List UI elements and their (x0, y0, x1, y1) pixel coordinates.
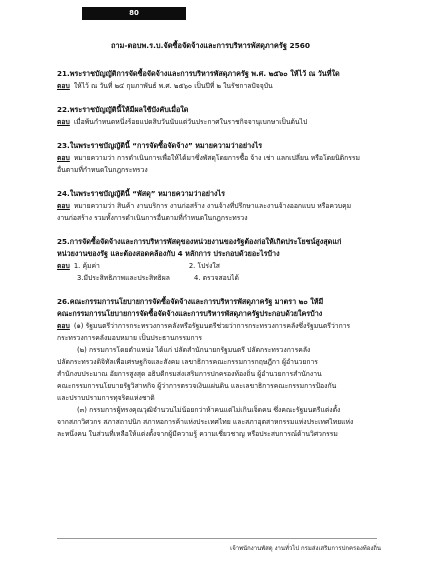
answer-26-line-2: กระทรวงการคลังมอบหมาย เป็นประธานกรรมการ (57, 334, 203, 342)
answer-21-text: ให้ไว้ ณ วันที่ ๒๔ กุมภาพันธ์ พ.ศ. ๒๕๖๐ เป็นปีที่ ๒ ในรัชกาลปัจจุบัน (73, 82, 273, 90)
footer-divider (57, 538, 377, 539)
answer-25-option-3: 3.มีประสิทธิภาพและประสิทธิผล (77, 274, 170, 282)
answer-25-row-2 (57, 272, 377, 284)
question-23-text: 23.ในพระราชบัญญัตินี้ “การจัดซื้อจัดจ้าง” หมายความว่าอย่างไร (57, 141, 263, 150)
answer-label: ตอบ (57, 154, 70, 162)
answer-26-p2-line-1: (๒) กรรมการโดยตำแหน่ง ได้แก่ ปลัดสำนักนายกรัฐมนตรี ปลัดกระทรวงการคลัง (77, 346, 311, 354)
answer-label: ตอบ (57, 118, 70, 126)
answer-26-p2-line-2: ปลัดกระทรวงดิจิทัลเพื่อเศรษฐกิจและสังคม เลขาธิการคณะกรรมการกฤษฎีกา ผู้อำนวยการ (57, 358, 318, 366)
answer-23 (57, 152, 377, 164)
question-21 (57, 68, 377, 92)
answer-23-line-2: อื่นตามที่กำหนดในกฎกระทรวง (57, 166, 148, 174)
answer-22-text: เมื่อพ้นกำหนดหนึ่งร้อยแปดสิบวันนับแต่วันประกาศในราชกิจจานุเบกษาเป็นต้นไป (73, 118, 308, 126)
answer-26-p2-line-5: และปราบปรามการทุจริตแห่งชาติ (57, 394, 155, 402)
answer-24-line-2: งานก่อสร้าง รวมทั้งการดำเนินการอื่นตามที่กำหนดในกฎกระทรวง (57, 214, 248, 222)
question-22 (57, 104, 377, 128)
answer-26-text-1: (๑) รัฐมนตรีว่าการกระทรวงการคลังหรือรัฐมนตรีช่วยว่าการกระทรวงการคลังซึ่งรัฐมนตรีว่าการ (73, 322, 351, 330)
answer-26-p2-line-4: คณะกรรมการนโยบายรัฐวิสาหกิจ ผู้ว่าการตรวจเงินแผ่นดิน และเลขาธิการคณะกรรมการป้องกัน (57, 382, 337, 390)
document-body (57, 68, 377, 440)
answer-25-row-1 (57, 260, 377, 272)
question-22-text: 22.พระราชบัญญัตินี้ให้มีผลใช้บังคับเมื่อใด (57, 105, 189, 114)
answer-26-p3-line-2: จากสภาวิศวกร สภาสถาปนิก สภาหอการค้าแห่งประเทศไทย และสภาอุตสาหกรรมแห่งประเทศไทยแห่ง (57, 418, 354, 426)
answer-25-option-1: 1. คุ้มค่า (73, 262, 100, 270)
question-26 (57, 296, 377, 440)
answer-25-option-2: 2. โปร่งใส (188, 262, 220, 270)
answer-label: ตอบ (57, 322, 70, 330)
page-footer: เจ้าพนักงานพัสดุ งานทั่วไป กรมส่งเสริมการปกครองท้องถิ่น (230, 545, 381, 552)
question-25-line-1: 25.การจัดซื้อจัดจ้างและการบริหารพัสดุของหน่วยงานของรัฐต้องก่อให้เกิดประโยชน์สูงสุดแก่ (57, 237, 342, 246)
answer-label: ตอบ (57, 82, 70, 90)
answer-label: ตอบ (57, 202, 70, 210)
answer-25-option-4: 4. ตรวจสอบได้ (194, 274, 239, 282)
answer-24-line-1: หมายความว่า สินค้า งานบริการ งานก่อสร้าง งานจ้างที่ปรึกษาและงานจ้างออกแบบ หรือควบคุม (73, 202, 352, 210)
question-21-text: 21.พระราชบัญญัติการจัดซื้อจัดจ้างและการบริหารพัสดุภาครัฐ พ.ศ. ๒๕๖๐ ให้ไว้ ณ วันที่ใด (57, 69, 340, 78)
question-24 (57, 188, 377, 224)
answer-26-line-1 (57, 320, 377, 332)
document-title: ถาม-ตอบพ.ร.บ.จัดซื้อจัดจ้างและการบริหารพัสดุภาครัฐ 2560 (110, 41, 311, 50)
answer-21 (57, 80, 377, 92)
answer-23-line-1: หมายความว่า การดำเนินการเพื่อให้ได้มาซึ่งพัสดุโดยการซื้อ จ้าง เช่า แลกเปลี่ยน หรือโดยนิติกรรม (73, 154, 360, 162)
answer-26-p2-line-3: สำนักงบประมาณ อัยการสูงสุด อธิบดีกรมส่งเสริมการปกครองท้องถิ่น ผู้อำนวยการสำนักงาน (57, 370, 322, 378)
question-26-line-2: คณะกรรมการนโยบายการจัดซื้อจัดจ้างและการบริหารพัสดุภาครัฐประกอบด้วยใครบ้าง (57, 309, 323, 318)
question-26-line-1: 26.คณะกรรมการนโยบายการจัดซื้อจัดจ้างและการบริหารพัสดุภาครัฐ มาตรา ๒๐ ให้มี (57, 297, 324, 306)
answer-24 (57, 200, 377, 212)
answer-label: ตอบ (57, 262, 70, 270)
question-23 (57, 140, 377, 176)
question-24-text: 24.ในพระราชบัญญัตินี้ “พัสดุ” หมายความว่าอย่างไร (57, 189, 225, 198)
answer-26-p3-line-1: (๓) กรรมการผู้ทรงคุณวุฒิจำนวนไม่น้อยกว่าห้าคนแต่ไม่เกินเจ็ดคน ซึ่งคณะรัฐมนตรีแต่งตั้ง (77, 406, 341, 414)
answer-22 (57, 116, 377, 128)
page-number-badge: 80 (82, 7, 186, 20)
question-25-line-2: หน่วยงานของรัฐ และต้องสอดคล้องกับ 4 หลักการ ประกอบด้วยอะไรบ้าง (57, 249, 280, 258)
question-25 (57, 236, 377, 284)
answer-26-p3-line-3: ละหนึ่งคน ในส่วนที่เหลือให้แต่งตั้งจากผู้มีความรู้ ความเชี่ยวชาญ หรือประสบการณ์ด้านวิศวกรรม (57, 430, 338, 438)
